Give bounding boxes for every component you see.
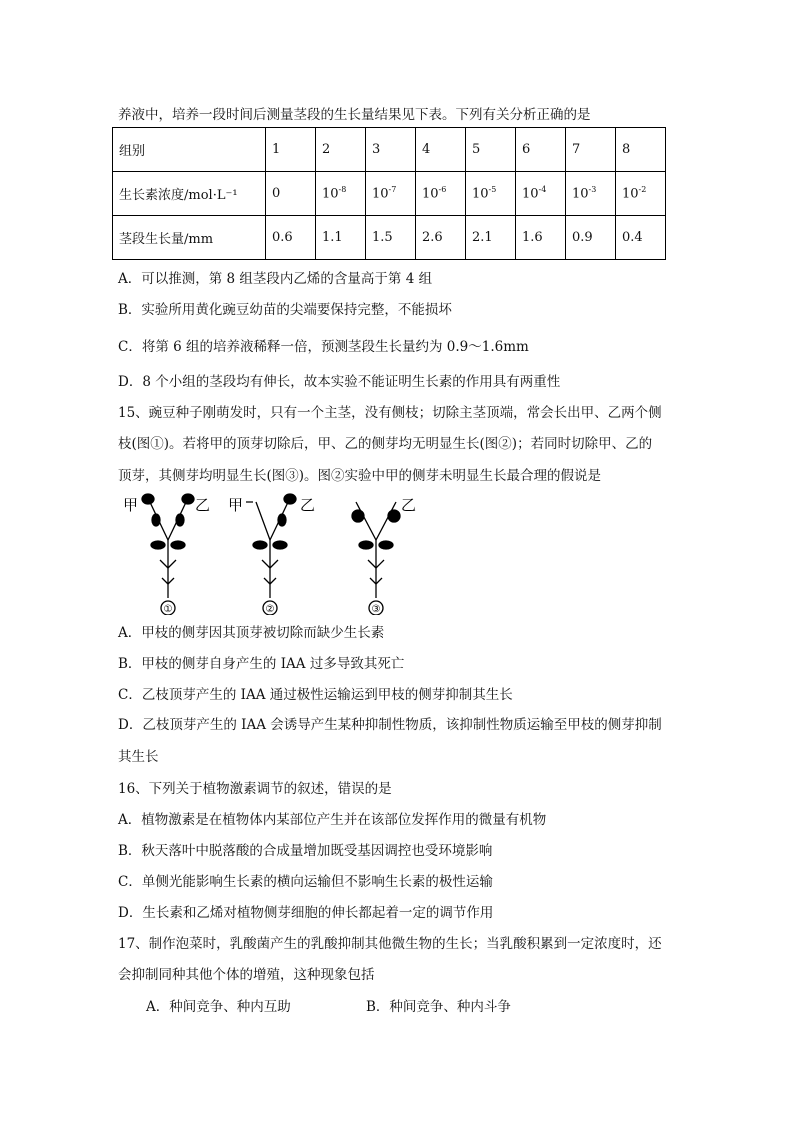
- q17-option-a: A．种间竞争、种内互助: [146, 999, 291, 1015]
- table-cell: $10^{-6}$: [416, 172, 466, 216]
- table-cell: $10^{-8}$: [316, 172, 366, 216]
- table-row: [113, 172, 666, 216]
- q16-option-a: A．植物激素是在植物体内某部位产生并在该部位发挥作用的微量有机物: [118, 812, 547, 828]
- q15-option-a: A．甲枝的侧芽因其顶芽被切除而缺少生长素: [118, 625, 385, 641]
- table-cell: $10^{-3}$: [566, 172, 616, 216]
- table-cell: $10^{-2}$: [616, 172, 666, 216]
- yi-label: 乙: [300, 496, 316, 514]
- table-cell: $10^{-4}$: [516, 172, 566, 216]
- q17-option-b: B．种间竞争、种内斗争: [366, 999, 511, 1015]
- table-cell: 4: [416, 128, 466, 172]
- yi-label: 乙: [195, 496, 211, 514]
- plant-1: [123, 494, 210, 615]
- q17-stem-line2: 会抑制同种其他个体的增殖，这种现象包括: [118, 967, 375, 983]
- table-cell: 0.4: [616, 216, 666, 260]
- table-cell: 0.6: [266, 216, 316, 260]
- data-table: [112, 127, 666, 260]
- table-cell: $10^{-5}$: [466, 172, 516, 216]
- table-cell: 2.6: [416, 216, 466, 260]
- row-header: 生长素浓度/mol·L⁻¹: [113, 172, 266, 216]
- table-cell: 2: [316, 128, 366, 172]
- q16-option-c: C．单侧光能影响生长素的横向运输但不影响生长素的极性运输: [118, 874, 493, 890]
- table-cell: 3: [366, 128, 416, 172]
- table-cell: 0.9: [566, 216, 616, 260]
- table-cell: 5: [466, 128, 516, 172]
- jia-label: 甲: [228, 496, 244, 514]
- row-header: 茎段生长量/mm: [113, 216, 266, 260]
- q15-option-d-line1: D．乙枝顶芽产生的 IAA 会诱导产生某种抑制性物质，该抑制性物质运输至甲枝的侧芽抑制: [118, 717, 662, 733]
- intro-line: 养液中，培养一段时间后测量茎段的生长量结果见下表。下列有关分析正确的是: [118, 107, 591, 123]
- plant-2: [228, 494, 315, 615]
- fig-number-1: ①: [163, 604, 173, 615]
- q15-option-b: B．甲枝的侧芽自身产生的 IAA 过多导致其死亡: [118, 656, 405, 672]
- table-cell: 7: [566, 128, 616, 172]
- q15-option-d-line2: 其生长: [118, 749, 159, 765]
- yi-label: 乙: [401, 496, 417, 514]
- fig-number-3: ③: [371, 604, 381, 615]
- table-cell: $10^{-7}$: [366, 172, 416, 216]
- q14-option-c: C．将第 6 组的培养液稀释一倍，预测茎段生长量约为 0.9～1.6mm: [118, 339, 529, 355]
- fig-number-2: ②: [265, 604, 275, 615]
- q17-stem-line1: 17、制作泡菜时，乳酸菌产生的乳酸抑制其他微生物的生长；当乳酸积累到一定浓度时，还: [118, 936, 662, 952]
- q16-stem: 16、下列关于植物激素调节的叙述，错误的是: [118, 781, 392, 797]
- table-cell: 2.1: [466, 216, 516, 260]
- table-row: [113, 216, 666, 260]
- table-cell: 8: [616, 128, 666, 172]
- row-header: 组别: [113, 128, 266, 172]
- q14-option-b: B．实验所用黄化豌豆幼苗的尖端要保持完整，不能损坏: [118, 302, 452, 318]
- table-cell: 0: [266, 172, 316, 216]
- q14-option-d: D．8 个小组的茎段均有伸长，故本实验不能证明生长素的作用具有两重性: [118, 374, 561, 390]
- table-cell: 6: [516, 128, 566, 172]
- jia-label: 甲: [123, 496, 139, 514]
- q15-stem-line3: 顶芽，其侧芽均明显生长(图③)。图②实验中甲的侧芽未明显生长最合理的假说是: [118, 468, 602, 484]
- q15-stem-line1: 15、豌豆种子刚萌发时，只有一个主茎，没有侧枝；切除主茎顶端，常会长出甲、乙两个侧: [118, 405, 662, 421]
- q15-stem-line2: 枝(图①)。若将甲的顶芽切除后，甲、乙的侧芽均无明显生长(图②)；若同时切除甲、乙的: [118, 436, 653, 452]
- q16-option-d: D．生长素和乙烯对植物侧芽细胞的伸长都起着一定的调节作用: [118, 905, 494, 921]
- table-cell: 1.5: [366, 216, 416, 260]
- plant-3: [352, 496, 416, 615]
- table-cell: 1: [266, 128, 316, 172]
- table-cell: 1.6: [516, 216, 566, 260]
- q16-option-b: B．秋天落叶中脱落酸的合成量增加既受基因调控也受环境影响: [118, 843, 493, 859]
- q15-option-c: C．乙枝顶芽产生的 IAA 通过极性运输运到甲枝的侧芽抑制其生长: [118, 687, 513, 703]
- q14-option-a: A．可以推测，第 8 组茎段内乙烯的含量高于第 4 组: [118, 271, 433, 287]
- plant-figure: [118, 490, 438, 615]
- table-row: [113, 128, 666, 172]
- table-cell: 1.1: [316, 216, 366, 260]
